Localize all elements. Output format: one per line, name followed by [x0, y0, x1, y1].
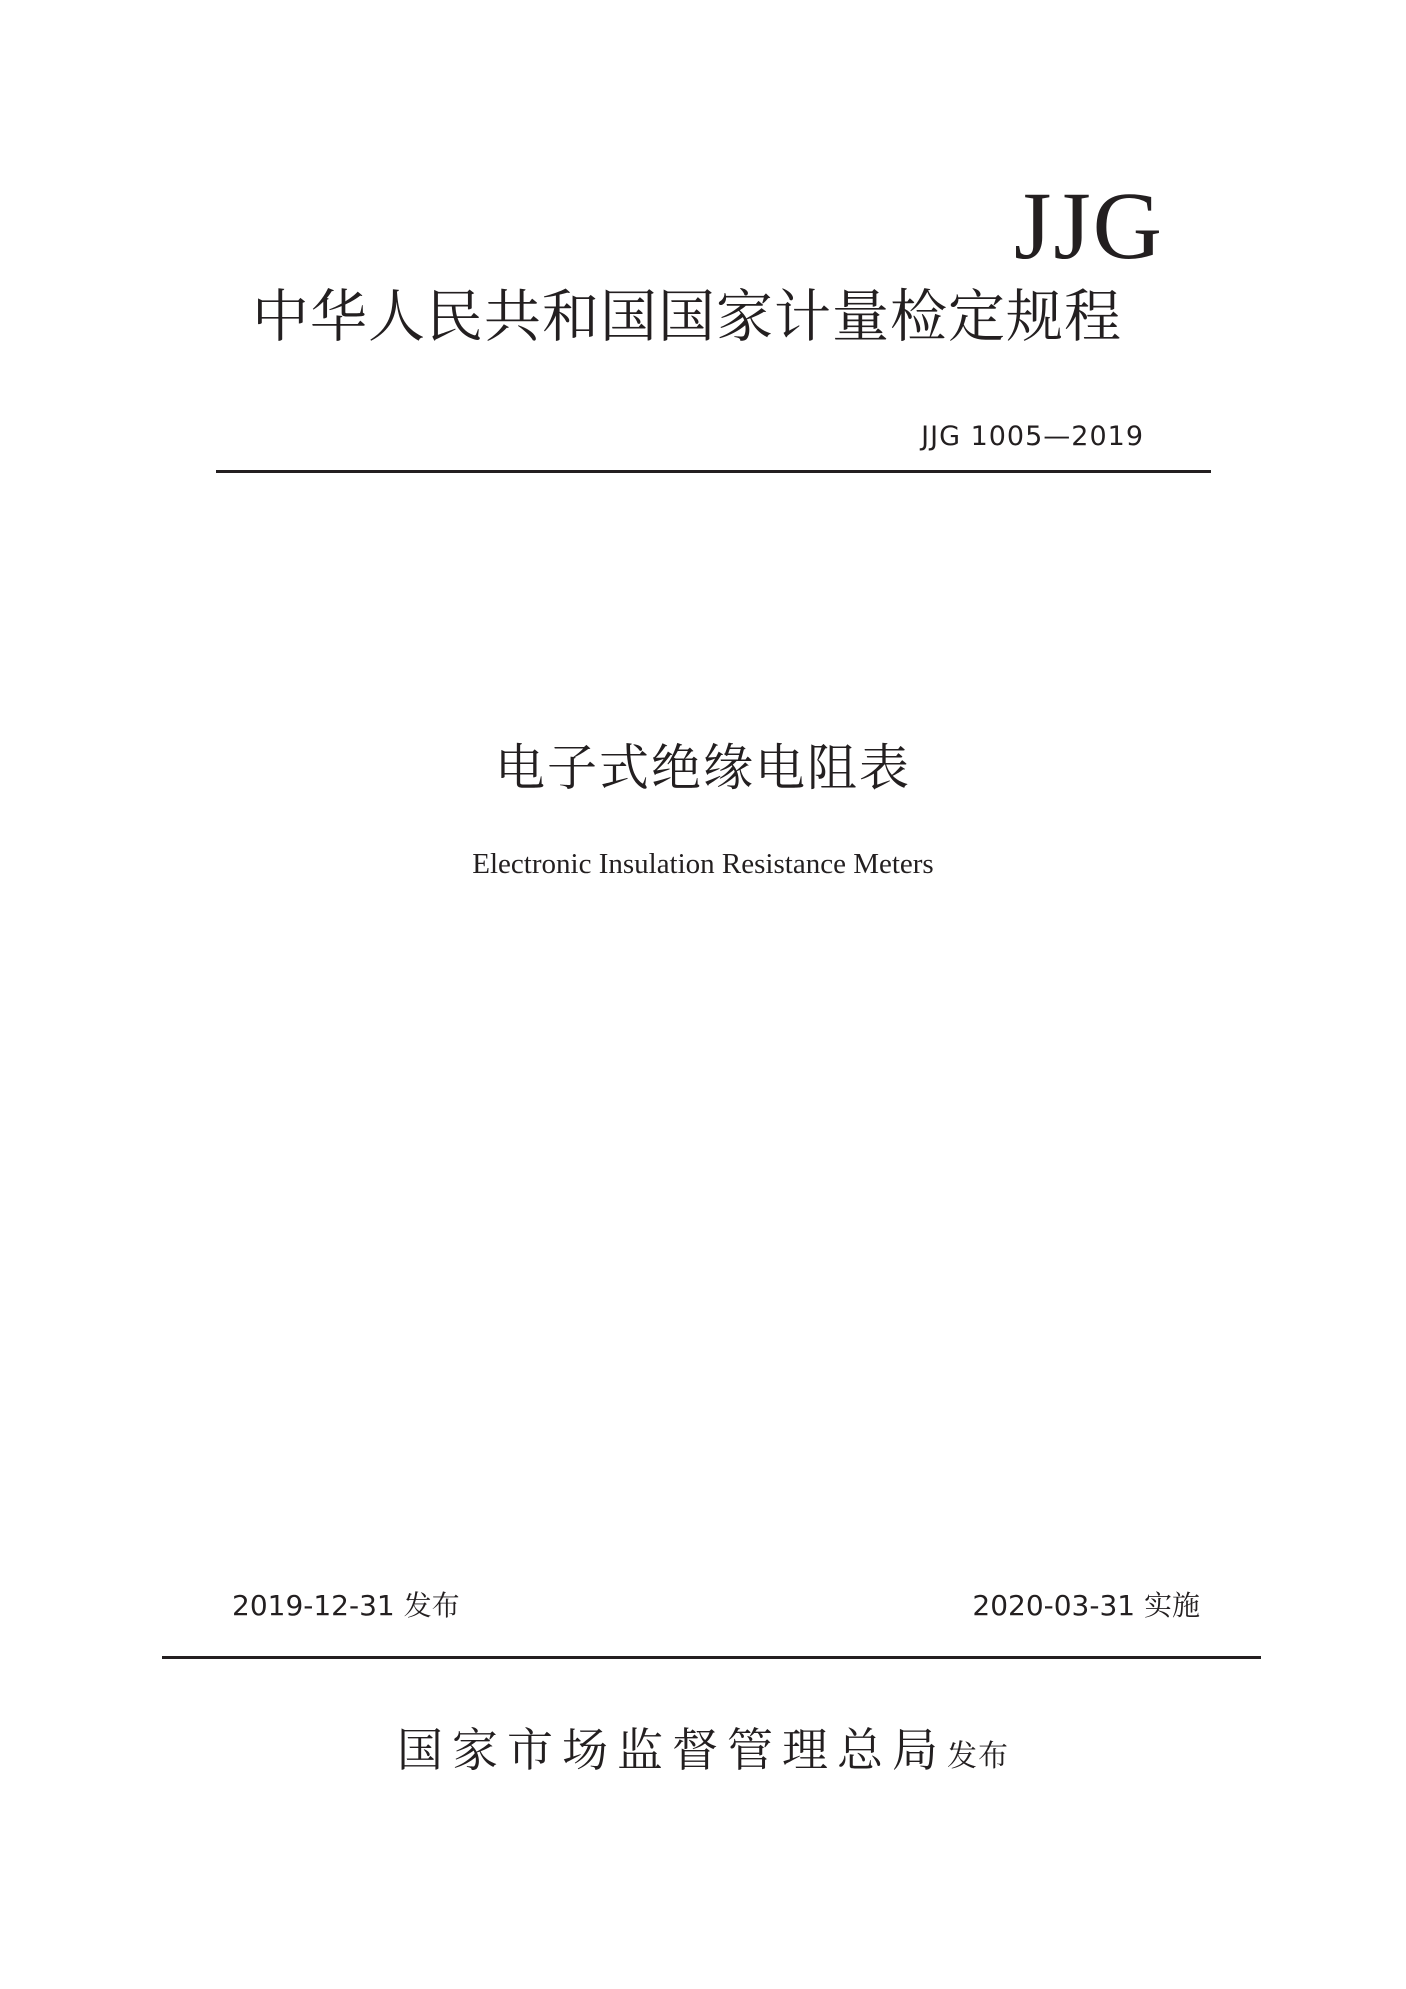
- publisher-line: [0, 1720, 1406, 1787]
- issue-date: 2019-12-31 发布: [232, 1589, 460, 1622]
- effective-date: 2020-03-31 实施: [972, 1589, 1200, 1622]
- bottom-divider: [162, 1656, 1261, 1659]
- top-divider: [216, 470, 1211, 473]
- standard-number: JJG 1005—2019: [921, 421, 1144, 452]
- category-code: JJG: [1013, 172, 1164, 279]
- series-title: 中华人民共和国国家计量检定规程: [252, 284, 1122, 350]
- publisher-name: 国家市场监督管理总局: [397, 1723, 947, 1777]
- document-title-chinese: 电子式绝缘电阻表: [495, 739, 911, 797]
- publisher-suffix: 发布: [947, 1739, 1009, 1774]
- document-title-english: Electronic Insulation Resistance Meters: [472, 848, 934, 880]
